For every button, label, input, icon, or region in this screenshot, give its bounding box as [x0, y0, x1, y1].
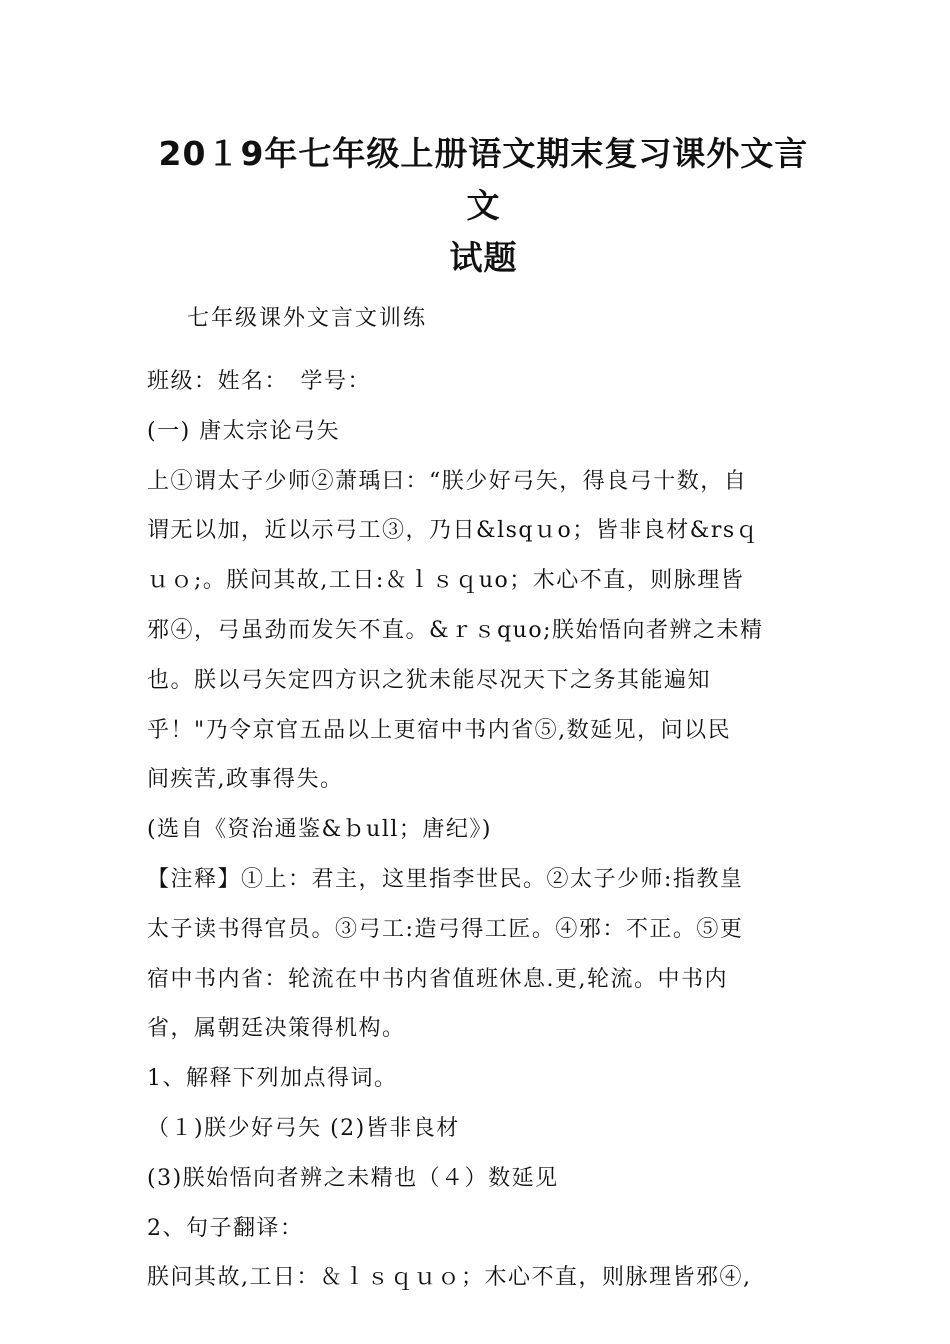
question-1-items: (3)朕始悟向者辨之未精也（４）数延见: [147, 1165, 559, 1191]
text-line: 间疾苦,政事得失。: [147, 767, 344, 793]
question-1: 1、解释下列加点得词。: [147, 1066, 398, 1092]
text-line-notes: 宿中书内省：轮流在中书内省值班休息.更,轮流。中书内: [147, 966, 728, 992]
question-1-items: （１)朕少好弓矢 (2)皆非良材: [147, 1115, 460, 1141]
text-line: 也。朕以弓矢定四方识之犹未能尽况天下之务其能遍知: [147, 667, 712, 693]
question-2: 2、句子翻译：: [147, 1215, 304, 1241]
text-line-section-heading: (一) 唐太宗论弓矢: [147, 418, 341, 444]
title-line-2: 试题: [449, 238, 518, 277]
text-line-notes: 【注释】①上：君主，这里指李世民。②太子少师:指教皇: [147, 866, 744, 892]
text-line-source: (选自《资治通鉴&ｂull；唐纪》): [147, 817, 492, 843]
text-line-notes: 太子读书得官员。③弓工:造弓得工匠。④邪：不正。⑤更: [147, 916, 744, 942]
document-title: [147, 128, 820, 284]
text-line: 邪④，弓虽劲而发矢不直。&ｒｓquo;朕始悟向者辨之未精: [147, 617, 764, 643]
text-line: 谓无以加，近以示弓工③，乃日&lsqｕo；皆非良材&rsｑ: [147, 518, 760, 544]
section-subtitle: 七年级课外文言文训练: [187, 306, 428, 331]
text-line: ｕｏ;。朕问其故,工日:＆ｌｓｑuo；木心不直，则脉理皆: [147, 568, 745, 594]
text-line: 上①谓太子少师②萧瑀曰：“朕少好弓矢，得良弓十数，自: [147, 468, 748, 494]
text-line-notes: 省，属朝廷决策得机构。: [147, 1016, 406, 1042]
title-line-1: 20１9年七年级上册语文期末复习课外文言文: [158, 134, 809, 225]
text-line-class-name-id: 班级：姓名： 学号：: [147, 369, 372, 394]
text-line: 乎！"乃令京官五品以上更宿中书内省⑤,数延见，问以民: [147, 717, 732, 743]
question-2-sentence: 朕问其故,工日：＆ｌｓｑｕｏ；木心不直，则脉理皆邪④,: [147, 1265, 752, 1291]
